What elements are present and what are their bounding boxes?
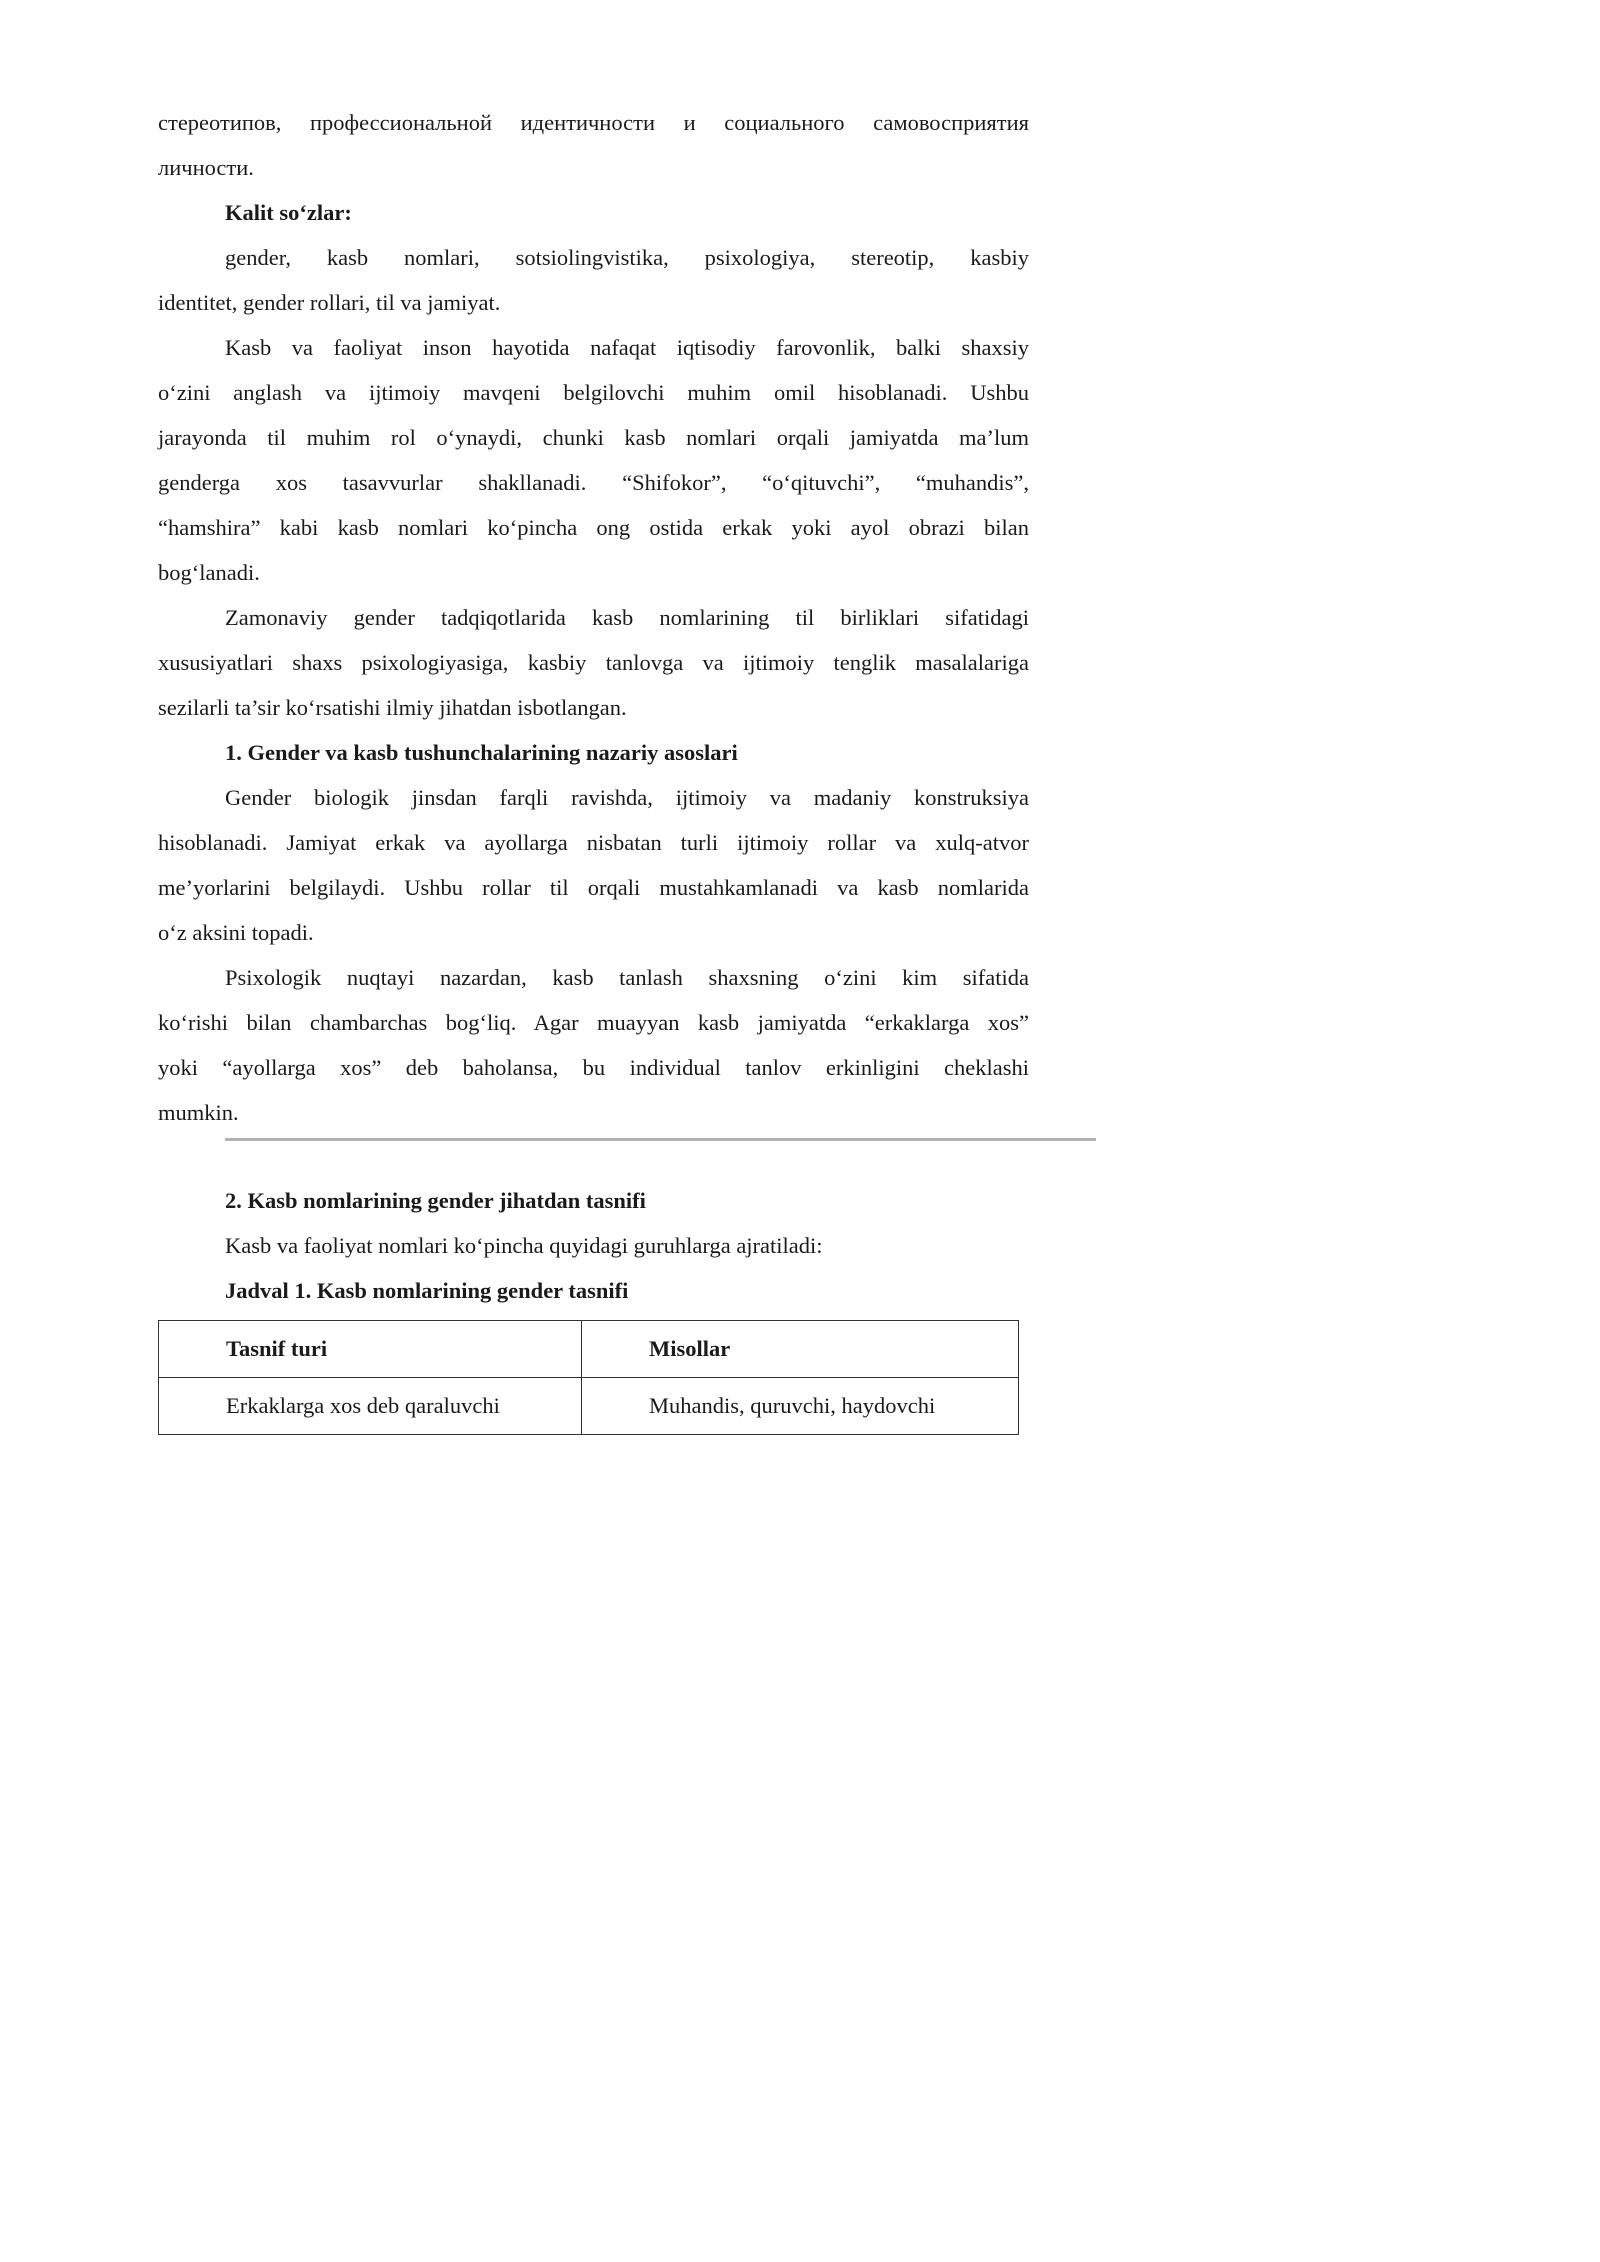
table-header-cell: Misollar bbox=[582, 1321, 1019, 1378]
paragraph-line: genderga xos tasavvurlar shakllanadi. “Shifokor”, “o‘qituvchi”, “muhandis”, bbox=[158, 470, 1029, 495]
classification-table bbox=[158, 1320, 1019, 1435]
section-2-heading: 2. Kasb nomlarining gender jihatdan tasnifi bbox=[225, 1188, 646, 1213]
keywords-heading: Kalit so‘zlar: bbox=[225, 200, 352, 225]
paragraph-line: sezilarli ta’sir ko‘rsatishi ilmiy jihatdan isbotlangan. bbox=[158, 695, 627, 720]
table-header-cell: Tasnif turi bbox=[159, 1321, 582, 1378]
paragraph-line: o‘zini anglash va ijtimoiy mavqeni belgilovchi muhim omil hisoblanadi. Ushbu bbox=[158, 380, 1029, 405]
paragraph-line: yoki “ayollarga xos” deb baholansa, bu individual tanlov erkinligini cheklashi bbox=[158, 1055, 1029, 1080]
section-2-intro: Kasb va faoliyat nomlari ko‘pincha quyidagi guruhlarga ajratiladi: bbox=[225, 1233, 823, 1258]
paragraph-line: me’yorlarini belgilaydi. Ushbu rollar til orqali mustahkamlanadi va kasb nomlarida bbox=[158, 875, 1029, 900]
paragraph-line: Gender biologik jinsdan farqli ravishda, ijtimoiy va madaniy konstruksiya bbox=[225, 785, 1029, 810]
paragraph-line: личности. bbox=[158, 155, 254, 180]
paragraph-line: hisoblanadi. Jamiyat erkak va ayollarga nisbatan turli ijtimoiy rollar va xulq-atvor bbox=[158, 830, 1029, 855]
section-1-heading: 1. Gender va kasb tushunchalarining nazariy asoslari bbox=[225, 740, 738, 765]
table-header-row bbox=[159, 1321, 1019, 1378]
paragraph-line: стереотипов, профессиональной идентичности и социального самовосприятия bbox=[158, 110, 1029, 135]
paragraph-line: Zamonaviy gender tadqiqotlarida kasb nomlarining til birliklari sifatidagi bbox=[225, 605, 1029, 630]
paragraph-line: Kasb va faoliyat inson hayotida nafaqat iqtisodiy farovonlik, balki shaxsiy bbox=[225, 335, 1029, 360]
paragraph-line: “hamshira” kabi kasb nomlari ko‘pincha ong ostida erkak yoki ayol obrazi bilan bbox=[158, 515, 1029, 540]
paragraph-line: mumkin. bbox=[158, 1100, 239, 1125]
paragraph-line: bog‘lanadi. bbox=[158, 560, 260, 585]
paragraph-line: jarayonda til muhim rol o‘ynaydi, chunki kasb nomlari orqali jamiyatda ma’lum bbox=[158, 425, 1029, 450]
paragraph-line: xususiyatlari shaxs psixologiyasiga, kasbiy tanlovga va ijtimoiy tenglik masalalariga bbox=[158, 650, 1029, 675]
keywords-line: identitet, gender rollari, til va jamiyat. bbox=[158, 290, 501, 315]
paragraph-line: ko‘rishi bilan chambarchas bog‘liq. Agar muayyan kasb jamiyatda “erkaklarga xos” bbox=[158, 1010, 1029, 1035]
table-cell: Erkaklarga xos deb qaraluvchi bbox=[159, 1378, 582, 1435]
table-row bbox=[159, 1378, 1019, 1435]
paragraph-line: Psixologik nuqtayi nazardan, kasb tanlash shaxsning o‘zini kim sifatida bbox=[225, 965, 1029, 990]
paragraph-line: o‘z aksini topadi. bbox=[158, 920, 314, 945]
table-caption: Jadval 1. Kasb nomlarining gender tasnifi bbox=[225, 1278, 629, 1303]
document-page bbox=[0, 0, 1100, 1555]
table-cell: Muhandis, quruvchi, haydovchi bbox=[582, 1378, 1019, 1435]
horizontal-divider bbox=[225, 1138, 1096, 1141]
keywords-line: gender, kasb nomlari, sotsiolingvistika, psixologiya, stereotip, kasbiy bbox=[225, 245, 1029, 270]
